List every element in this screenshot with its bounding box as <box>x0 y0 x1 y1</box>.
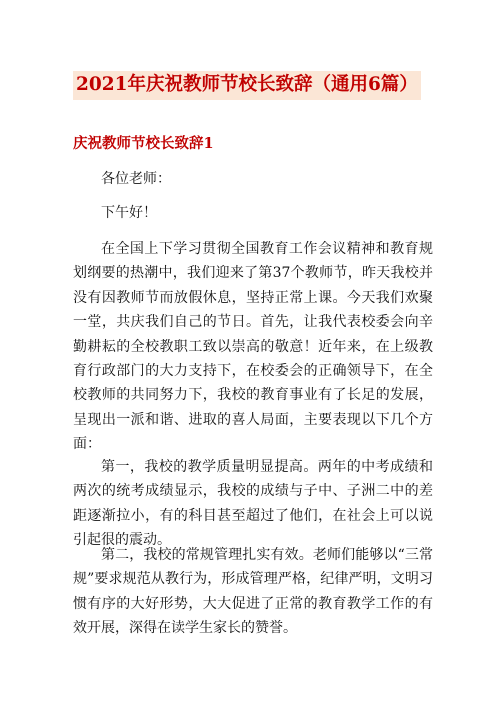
section-title: 庆祝教师节校长致辞1 <box>73 135 214 152</box>
paragraph-point-2: 第二，我校的常规管理扎实有效。老师们能够以“三常规”要求规范从教行为，形成管理严格，纪律严明，文明习惯有序的大好形势，大大促进了正常的教育教学工作的有效开展，深得在读学生家长的赞誉。 <box>73 547 433 637</box>
paragraph-salutation: 下午好！ <box>101 205 157 221</box>
paragraph-intro: 在全国上下学习贯彻全国教育工作会议精神和教育规划纲要的热潮中，我们迎来了第37个教师节，昨天我校并没有因教师节而放假休息，坚持正常上课。今天我们欢聚一堂，共庆我们自己的节日。首先，让我代表校委会向辛勤耕耘的全校教职工致以崇高的敬意！近年来，在上级教育行政部门的大力支持下，在校委会的正确领导下，在全校教师的共同努力下，我校的教育事业有了长足的发展，呈现出一派和谐、进取的喜人局面，主要表现以下几个方面： <box>73 241 433 453</box>
document-title: 2021年庆祝教师节校长致辞（通用6篇） <box>76 74 418 95</box>
paragraph-point-1: 第一，我校的教学质量明显提高。两年的中考成绩和两次的统考成绩显示，我校的成绩与子中、子洲二中的差距逐渐拉小，有的科目甚至超过了他们，在社会上可以说引起很的震动。 <box>73 459 433 549</box>
title-highlight <box>73 71 421 100</box>
paragraph-greeting: 各位老师： <box>101 171 171 187</box>
